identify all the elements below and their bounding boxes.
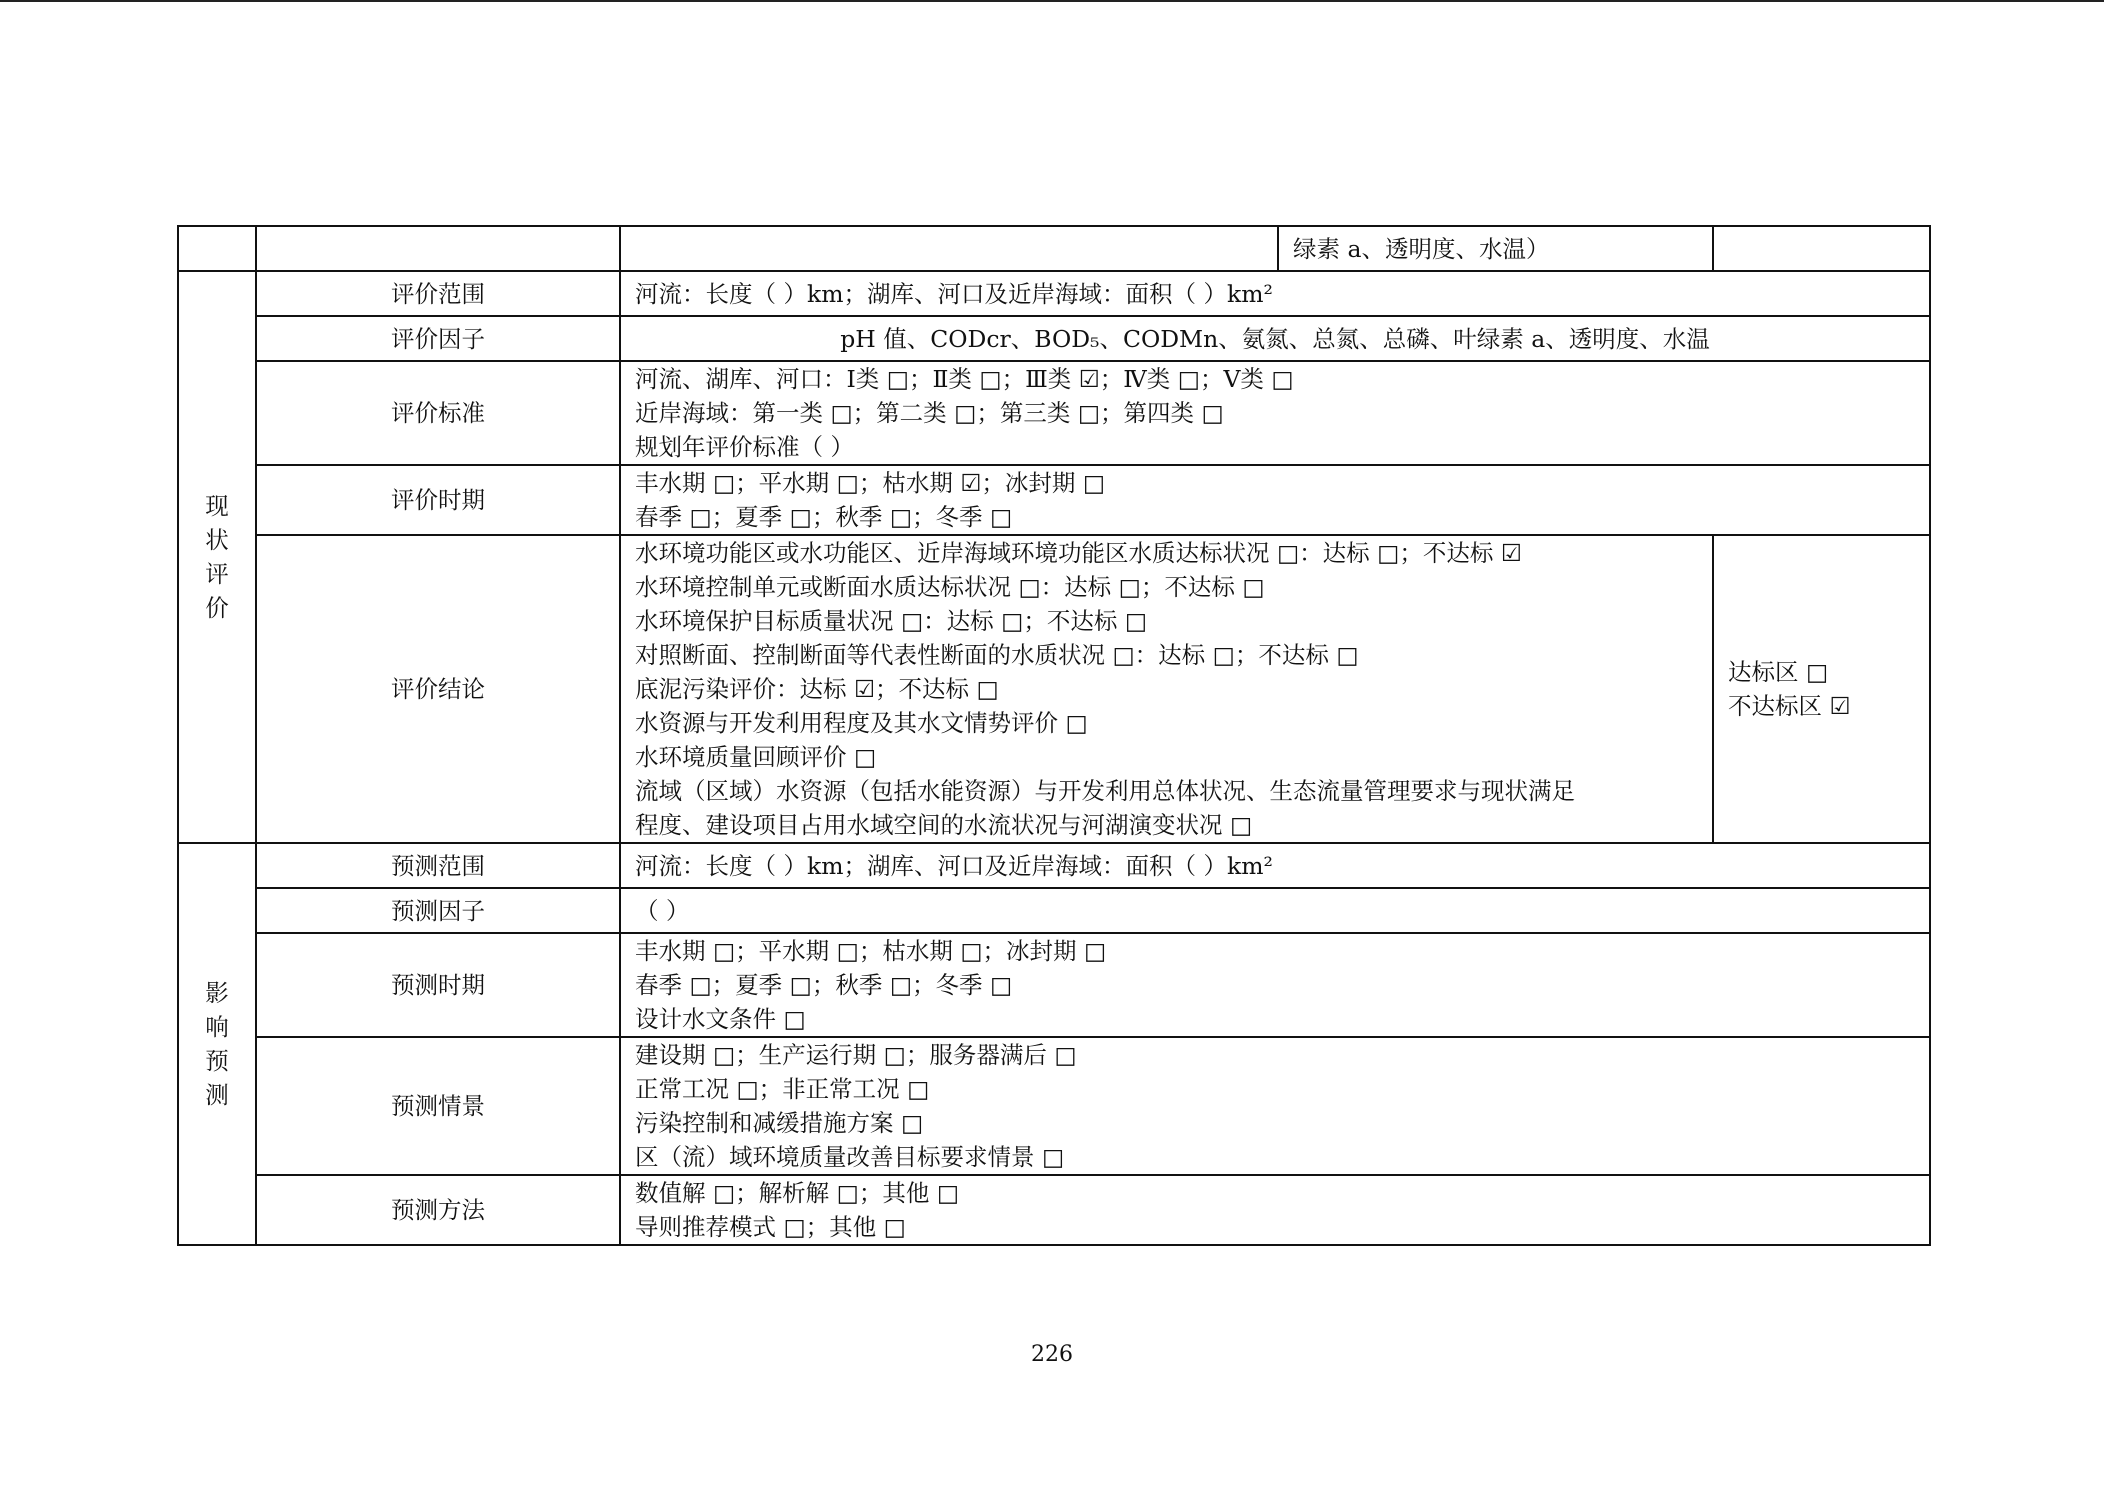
prev-cell-label	[256, 226, 620, 271]
content-pred-factors: （ ）	[620, 888, 1930, 933]
continuation-row	[178, 226, 1930, 271]
content-pred-period: 丰水期 □；平水期 □；枯水期 □；冰封期 □ 春季 □；夏季 □；秋季 □；冬季 □ 设计水文条件 □	[620, 933, 1930, 1037]
row-pred-method	[178, 1175, 1930, 1245]
row-eval-period	[178, 465, 1930, 535]
prev-cell-content	[620, 226, 1278, 271]
row-pred-range	[178, 843, 1930, 888]
row-eval-conclusion	[178, 535, 1930, 843]
label-eval-period: 评价时期	[256, 465, 620, 535]
content-eval-zone-status: 达标区 □ 不达标区 ☑	[1713, 535, 1930, 843]
label-pred-period: 预测时期	[256, 933, 620, 1037]
content-pred-scenario: 建设期 □；生产运行期 □；服务器满后 □ 正常工况 □；非正常工况 □ 污染控制和减缓措施方案 □ 区（流）域环境质量改善目标要求情景 □	[620, 1037, 1930, 1175]
category-impact-pred: 影响预测	[178, 843, 256, 1245]
content-pred-method: 数值解 □；解析解 □；其他 □ 导则推荐模式 □；其他 □	[620, 1175, 1930, 1245]
category-current-eval: 现状评价	[178, 271, 256, 843]
row-eval-factors	[178, 316, 1930, 361]
content-pred-range: 河流：长度（ ）km；湖库、河口及近岸海域：面积（ ）km²	[620, 843, 1930, 888]
content-eval-range: 河流：长度（ ）km；湖库、河口及近岸海域：面积（ ）km²	[620, 271, 1930, 316]
label-pred-method: 预测方法	[256, 1175, 620, 1245]
prev-cell-category	[178, 226, 256, 271]
label-pred-range: 预测范围	[256, 843, 620, 888]
assessment-table	[177, 225, 1931, 1246]
row-eval-range	[178, 271, 1930, 316]
content-eval-factors: pH 值、CODcr、BOD₅、CODMn、氨氮、总氮、总磷、叶绿素 a、透明度、水温	[620, 316, 1930, 361]
label-pred-factors: 预测因子	[256, 888, 620, 933]
content-eval-standard: 河流、湖库、河口：Ⅰ类 □；Ⅱ类 □；Ⅲ类 ☑；Ⅳ类 □；Ⅴ类 □ 近岸海域：第一类 □；第二类 □；第三类 □；第四类 □ 规划年评价标准（ ）	[620, 361, 1930, 465]
row-pred-scenario	[178, 1037, 1930, 1175]
content-eval-period: 丰水期 □；平水期 □；枯水期 ☑；冰封期 □ 春季 □；夏季 □；秋季 □；冬季 □	[620, 465, 1930, 535]
label-eval-range: 评价范围	[256, 271, 620, 316]
top-border-line	[0, 0, 2104, 2]
prev-cell-extra	[1713, 226, 1930, 271]
row-pred-period	[178, 933, 1930, 1037]
page-number: 226	[1031, 1342, 1073, 1367]
label-eval-standard: 评价标准	[256, 361, 620, 465]
label-pred-scenario: 预测情景	[256, 1037, 620, 1175]
row-pred-factors	[178, 888, 1930, 933]
label-eval-conclusion: 评价结论	[256, 535, 620, 843]
label-eval-factors: 评价因子	[256, 316, 620, 361]
prev-cell-content-tail: 绿素 a、透明度、水温）	[1278, 226, 1713, 271]
content-eval-conclusion: 水环境功能区或水功能区、近岸海域环境功能区水质达标状况 □：达标 □；不达标 ☑ 水环境控制单元或断面水质达标状况 □：达标 □；不达标 □ 水环境保护目标质量状况 □：达标 □；不达标 □ 对照断面、控制断面等代表性断面的水质状况 □：达标 □；不达标 □ 底泥污染评价：达标 ☑；不达标 □ 水资源与开发利用程度及其水文情势评价 □ 水环境质量回顾评价 □ 流域（区域）水资源（包括水能资源）与开发利用总体状况、生态流量管理要求与现状满足 程度、建设项目占用水域空间的水流状况与河湖演变状况 □	[620, 535, 1713, 843]
row-eval-standard	[178, 361, 1930, 465]
